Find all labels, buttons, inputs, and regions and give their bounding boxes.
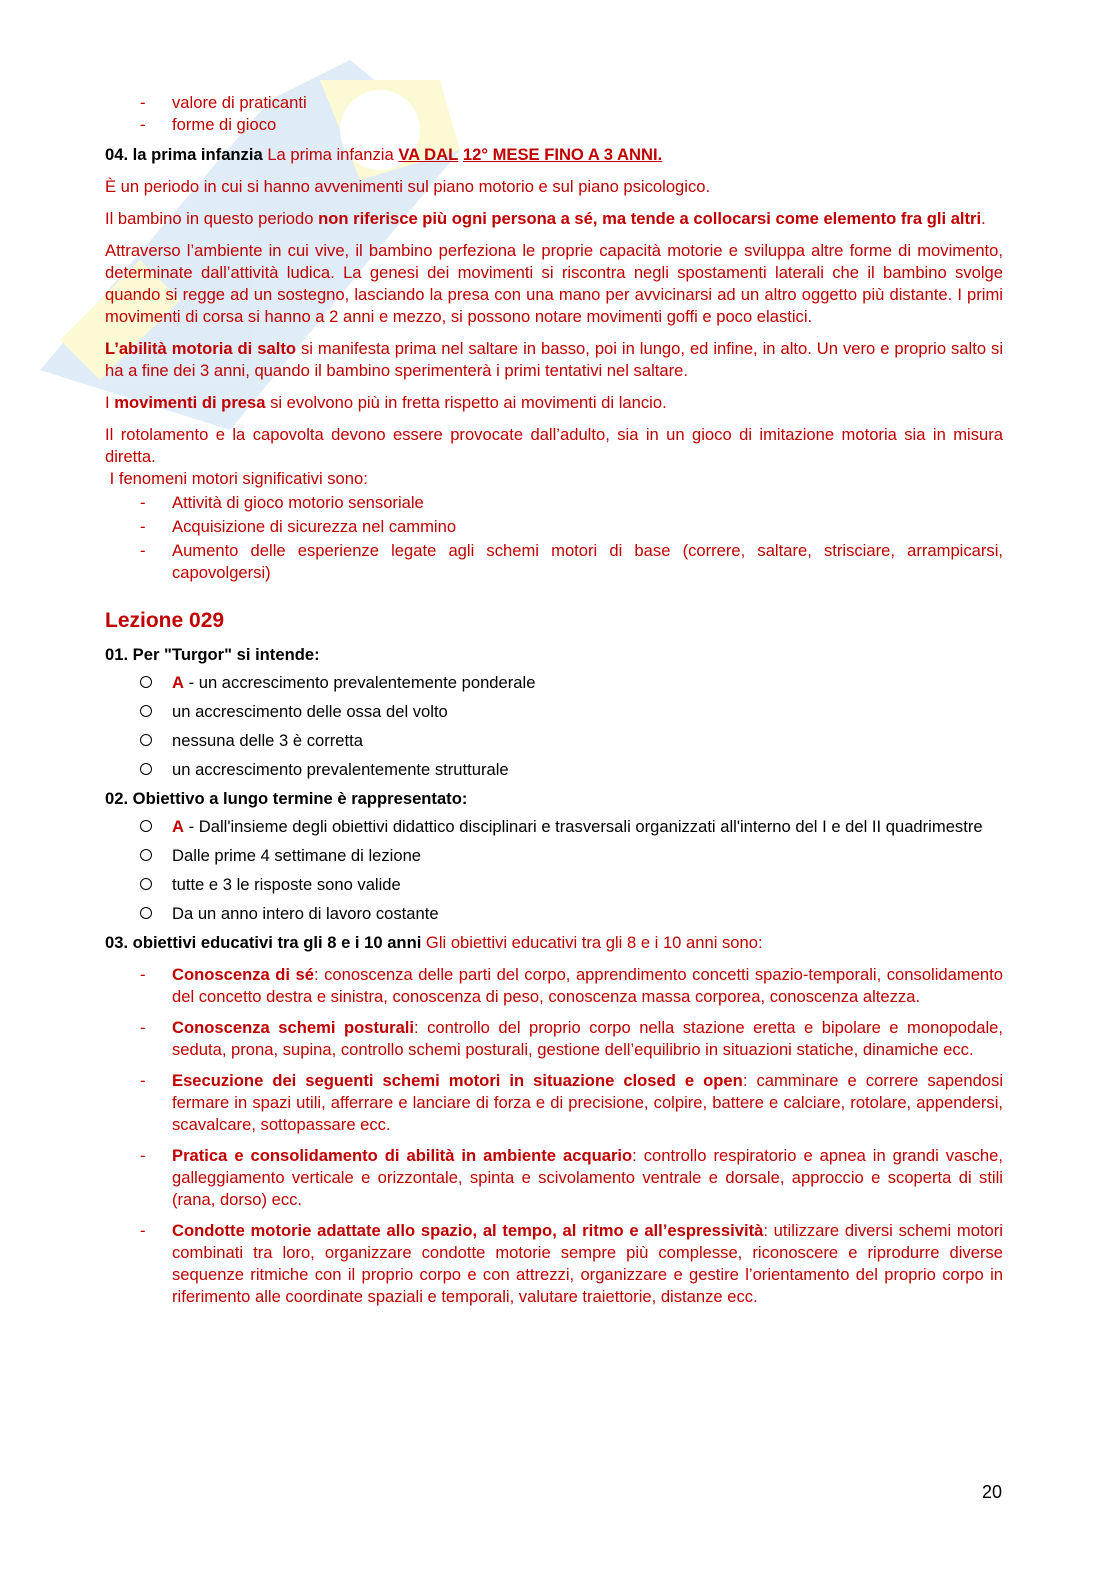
radio-icon (140, 763, 152, 775)
options-list (105, 672, 1003, 781)
text-run: : conoscenza delle parti del corpo, apprendimento concetti spazio-temporali, consolidamento del concetto destra e sinistra, conoscenza di peso, conoscenza massa corporea, conoscenza altezza. (172, 965, 1003, 1006)
text-run: : controllo respiratorio e apnea in grandi vasche, galleggiamento verticale e orizzontale, spinta e scivolamento ventrale e dorsale, approccio e scoperta di stili (rana, dorso) ecc. (172, 1146, 1003, 1209)
list-item (105, 1220, 1003, 1308)
option-text: nessuna delle 3 è corretta (172, 731, 363, 750)
paragraph (105, 392, 1003, 414)
question-label: 03. obiettivi educativi tra gli 8 e i 10 anni (105, 933, 422, 952)
option-text: un accrescimento prevalentemente ponderale (198, 673, 536, 692)
paragraph: I fenomeni motori significativi sono: (105, 469, 368, 488)
option-text: un accrescimento delle ossa del volto (172, 702, 448, 721)
text-run: : controllo del proprio corpo nella stazione eretta e bipolare e monopodale, seduta, prona, supina, controllo schemi posturali, gestione dell’equilibrio in situazioni statiche, dinamiche ecc. (172, 1018, 1003, 1059)
answer-lead: La prima infanzia (267, 145, 399, 164)
list-item (105, 1145, 1003, 1211)
bold-run: Conoscenza schemi posturali (172, 1018, 415, 1037)
text-run: . (981, 209, 986, 228)
option-item (105, 903, 1003, 925)
question-04 (105, 144, 1003, 166)
list-item: - Acquisizione di sicurezza nel cammino (105, 516, 1003, 538)
list-item: - Aumento delle esperienze legate agli schemi motori di base (correre, saltare, strisciare, arrampicarsi, capovolgersi) (105, 540, 1003, 584)
objectives-list (105, 964, 1003, 1308)
bold-run: movimenti di presa (114, 393, 266, 412)
answer-highlight: VA DAL (398, 145, 459, 164)
list-item (105, 964, 1003, 1008)
question-02: 02. Obiettivo a lungo termine è rappresentato: (105, 789, 468, 808)
radio-icon (140, 849, 152, 861)
option-text: Dalle prime 4 settimane di lezione (172, 846, 422, 865)
radio-icon (140, 820, 152, 832)
paragraph: Il rotolamento e la capovolta devono essere provocate dall’adulto, sia in un gioco di imitazione motoria sia in misura diretta. (105, 425, 1003, 466)
lesson-title: Lezione 029 (105, 609, 225, 632)
text-run: si evolvono più in fretta rispetto ai movimenti di lancio. (265, 393, 667, 412)
bold-run: Pratica e consolidamento di abilità in ambiente acquario (172, 1146, 633, 1165)
list-item (105, 1017, 1003, 1061)
radio-icon (140, 907, 152, 919)
separator: - (183, 673, 199, 692)
page-number: 20 (982, 1482, 1003, 1502)
option-text: Dall'insieme degli obiettivi didattico disciplinari e trasversali organizzati all'interno del I e del II quadrimestre (198, 817, 983, 836)
document-page (105, 92, 1003, 1317)
option-item (105, 874, 1003, 896)
text-run: si manifesta prima nel saltare in basso, poi in lungo, ed infine, in alto. Un vero e proprio salto si ha a fine dei 3 anni, quando il bambino sperimenterà i primi tentativi nel saltare. (105, 339, 1004, 380)
option-text: Da un anno intero di lavoro costante (172, 904, 439, 923)
bold-run: Esecuzione dei seguenti schemi motori in situazione closed e open (172, 1071, 743, 1090)
bold-run: non riferisce più ogni persona a sé, ma tende a collocarsi come elemento fra gli altri (318, 209, 982, 228)
paragraph (105, 208, 1003, 230)
separator: - (183, 817, 199, 836)
option-item (105, 730, 1003, 752)
option-item (105, 816, 1003, 838)
list-item: - forme di gioco (105, 114, 1003, 136)
top-list (105, 92, 1003, 136)
paragraph: È un periodo in cui si hanno avvenimenti sul piano motorio e sul piano psicologico. (105, 177, 711, 196)
option-text: tutte e 3 le risposte sono valide (172, 875, 401, 894)
option-item (105, 759, 1003, 781)
answer-lead: Gli obiettivi educativi tra gli 8 e i 10 anni sono: (421, 933, 763, 952)
list-item: - Attività di gioco motorio sensoriale (105, 492, 1003, 514)
paragraph (105, 338, 1003, 382)
bold-run: L’abilità motoria di salto (105, 339, 296, 358)
phenomena-list (105, 492, 1003, 584)
option-item (105, 845, 1003, 867)
option-item (105, 672, 1003, 694)
text-run: : utilizzare diversi schemi motori combinati tra loro, organizzare condotte motorie sempre più complesse, riconoscere e riprodurre diverse sequenze ritmiche con il proprio corpo e con attrezzi, organizzare e gestire l’orientamento del proprio corpo in riferimento alle coordinate spaziali e temporali, valutare traiettorie, distanze ecc. (172, 1221, 1003, 1306)
radio-icon (140, 878, 152, 890)
text-run: I (105, 393, 115, 412)
answer-letter: A (172, 673, 184, 692)
option-text: un accrescimento prevalentemente strutturale (172, 760, 509, 779)
bold-run: Conoscenza di sé (172, 965, 314, 984)
question-03 (105, 932, 1003, 954)
answer-highlight: 12° MESE FINO A 3 ANNI. (462, 145, 663, 164)
bold-run: Condotte motorie adattate allo spazio, al tempo, al ritmo e all’espressività (172, 1221, 764, 1240)
question-label: 04. la prima infanzia (105, 145, 263, 164)
text-run: : camminare e correre sapendosi fermare in spazi utili, afferrare e lanciare di forza e di precisione, colpire, battere e calciare, rotolare, appendersi, scavalcare, sottopassare ecc. (172, 1071, 1004, 1134)
radio-icon (140, 676, 152, 688)
text-run: Il bambino in questo periodo (105, 209, 319, 228)
option-item (105, 701, 1003, 723)
list-item (105, 1070, 1003, 1136)
answer-letter: A (172, 817, 184, 836)
options-list (105, 816, 1003, 925)
radio-icon (140, 705, 152, 717)
radio-icon (140, 734, 152, 746)
list-item: - valore di praticanti (105, 92, 1003, 114)
question-01: 01. Per "Turgor" si intende: (105, 645, 320, 664)
paragraph: Attraverso l’ambiente in cui vive, il bambino perfeziona le proprie capacità motorie e sviluppa altre forme di movimento, determinate dall’attività ludica. La genesi dei movimenti si riscontra negli spostamenti laterali che il bambino svolge quando si regge ad un sostegno, lasciando la presa con una mano per avvicinarsi ad un altro oggetto più distante. I primi movimenti di corsa si hanno a 2 anni e mezzo, si possono notare movimenti goffi e poco elastici. (105, 241, 1003, 326)
